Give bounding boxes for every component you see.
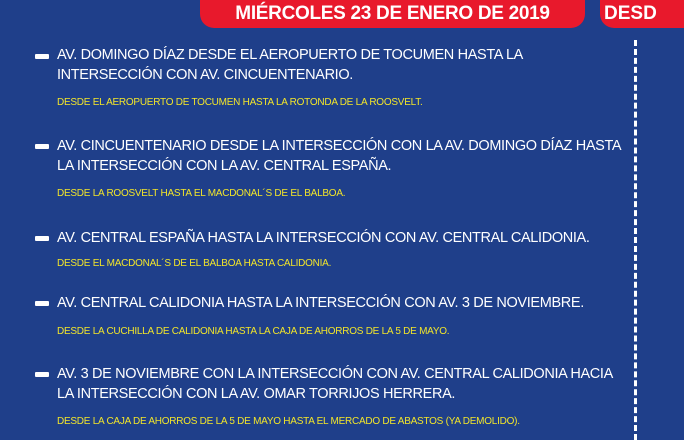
dash-bullet-icon [35, 144, 49, 149]
date-banner: MIÉRCOLES 23 DE ENERO DE 2019 [200, 0, 585, 28]
dash-bullet-icon [35, 372, 49, 377]
route-main-text: AV. CINCUENTENARIO DESDE LA INTERSECCIÓN CON LA AV. DOMINGO DÍAZ HASTA LA INTERSECCIÓN CON LA AV. CENTRAL ESPAÑA. [57, 138, 621, 174]
route-main-text: AV. 3 DE NOVIEMBRE CON LA INTERSECCIÓN CON AV. CENTRAL CALIDONIA HACIA LA INTERSECCIÓN CON LA AV. OMAR TORRIJOS HERRERA. [57, 366, 613, 402]
route-main-text: AV. DOMINGO DÍAZ DESDE EL AEROPUERTO DE TOCUMEN HASTA LA INTERSECCIÓN CON AV. CINCUENTENARIO. [57, 47, 523, 83]
route-sub-text: DESDE LA ROOSVELT HASTA EL MACDONAL´S DE EL BALBOA. [57, 188, 346, 199]
route-sub-text: DESDE LA CAJA DE AHORROS DE LA 5 DE MAYO HASTA EL MERCADO DE ABASTOS (YA DEMOLIDO). [57, 416, 520, 427]
route-sub-text: DESDE LA CUCHILLA DE CALIDONIA HASTA LA CAJA DE AHORROS DE LA 5 DE MAYO. [57, 326, 450, 337]
dashed-divider [634, 40, 637, 440]
route-sub-text: DESDE EL AEROPUERTO DE TOCUMEN HASTA LA ROTONDA DE LA ROOSVELT. [57, 97, 423, 108]
dash-bullet-icon [35, 301, 49, 306]
dash-bullet-icon [35, 54, 49, 59]
route-sub-text: DESDE EL MACDONAL´S DE EL BALBOA HASTA CALIDONIA. [57, 258, 332, 269]
partial-banner-right: DESD [600, 0, 684, 28]
dash-bullet-icon [35, 236, 49, 241]
route-main-text: AV. CENTRAL CALIDONIA HASTA LA INTERSECCIÓN CON AV. 3 DE NOVIEMBRE. [57, 295, 584, 311]
route-main-text: AV. CENTRAL ESPAÑA HASTA LA INTERSECCIÓN CON AV. CENTRAL CALIDONIA. [57, 230, 590, 246]
